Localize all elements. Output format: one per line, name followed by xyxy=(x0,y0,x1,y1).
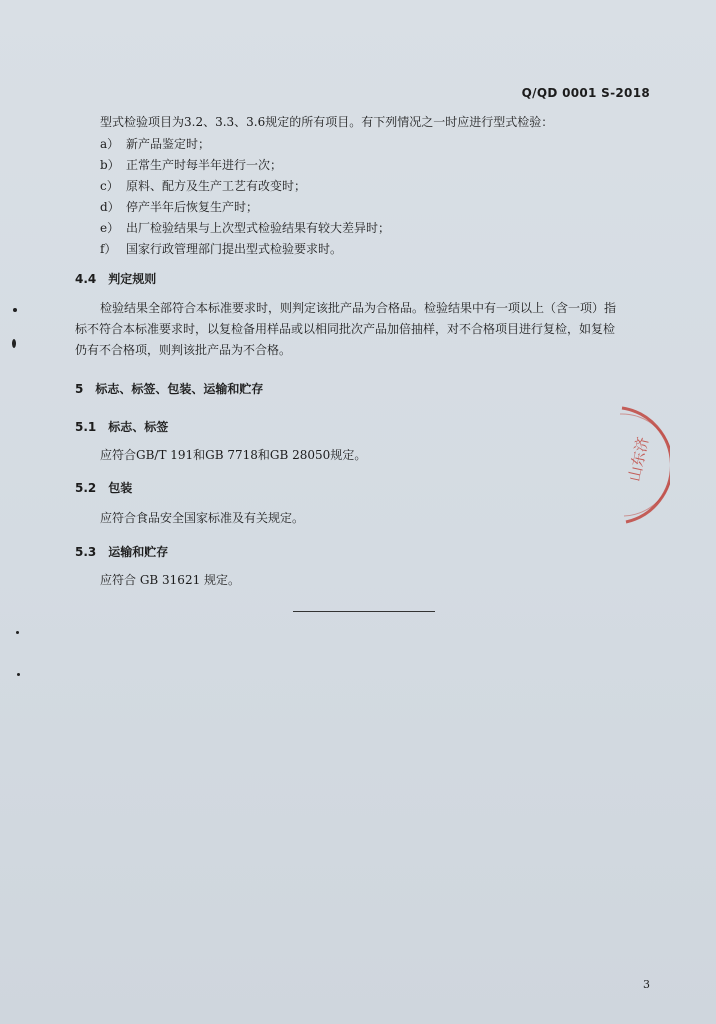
seal-text: 山东济 xyxy=(625,435,653,484)
section-title: 包装 xyxy=(108,481,133,495)
section-body-5-1: 应符合GB/T 191和GB 7718和GB 28050规定。 xyxy=(100,448,367,462)
condition-label: e） xyxy=(100,221,120,235)
scan-speck xyxy=(12,339,16,348)
condition-item xyxy=(100,200,258,214)
seal-stamp xyxy=(600,404,670,528)
section-number: 5.1 xyxy=(75,420,97,434)
condition-text: 新产品鉴定时； xyxy=(126,137,211,151)
paragraph-line: 标不符合本标准要求时，以复检备用样品或以相同批次产品加倍抽样，对不合格项目进行复检，如复检 xyxy=(75,322,616,336)
section-heading-4-4 xyxy=(75,270,156,287)
condition-text: 出厂检验结果与上次型式检验结果有较大差异时； xyxy=(126,221,391,235)
section-title: 标志、标签、包装、运输和贮存 xyxy=(95,382,264,396)
condition-text: 正常生产时每半年进行一次； xyxy=(126,158,283,172)
document-code: Q/QD 0001 S-2018 xyxy=(521,86,650,100)
condition-item xyxy=(100,137,210,151)
section-title: 标志、标签 xyxy=(108,420,169,434)
condition-label: d） xyxy=(100,200,120,214)
end-rule xyxy=(293,611,435,612)
section-heading-5-2 xyxy=(75,479,132,496)
scan-speck xyxy=(17,673,20,676)
section-body-5-2: 应符合食品安全国家标准及有关规定。 xyxy=(100,511,305,525)
condition-item xyxy=(100,179,306,193)
section-number: 5.2 xyxy=(75,481,97,495)
condition-item xyxy=(100,221,390,235)
section-title: 判定规则 xyxy=(108,272,157,286)
section-heading-5-1 xyxy=(75,418,168,435)
section-heading-5-3 xyxy=(75,543,168,560)
section-number: 4.4 xyxy=(75,272,97,286)
section-heading-5 xyxy=(75,380,263,397)
condition-text: 国家行政管理部门提出型式检验要求时。 xyxy=(126,242,343,256)
scan-speck xyxy=(13,308,17,312)
condition-text: 原料、配方及生产工艺有改变时； xyxy=(126,179,307,193)
paragraph-line: 仍有不合格项，则判该批产品为不合格。 xyxy=(75,343,292,357)
condition-text: 停产半年后恢复生产时； xyxy=(126,200,259,214)
scan-speck xyxy=(16,631,19,634)
condition-item xyxy=(100,158,282,172)
page-number: 3 xyxy=(643,978,650,991)
condition-label: c） xyxy=(100,179,119,193)
condition-label: a） xyxy=(100,137,120,151)
section-number: 5.3 xyxy=(75,545,97,559)
intro-paragraph: 型式检验项目为3.2、3.3、3.6规定的所有项目。有下列情况之一时应进行型式检验： xyxy=(100,115,554,129)
condition-label: b） xyxy=(100,158,120,172)
condition-label: f） xyxy=(100,242,117,256)
condition-item xyxy=(100,242,342,256)
paragraph-line: 检验结果全部符合本标准要求时，则判定该批产品为合格品。检验结果中有一项以上（含一项）指 xyxy=(100,301,617,315)
section-number: 5 xyxy=(75,382,84,396)
section-body-5-3: 应符合 GB 31621 规定。 xyxy=(100,573,241,587)
section-title: 运输和贮存 xyxy=(108,545,169,559)
